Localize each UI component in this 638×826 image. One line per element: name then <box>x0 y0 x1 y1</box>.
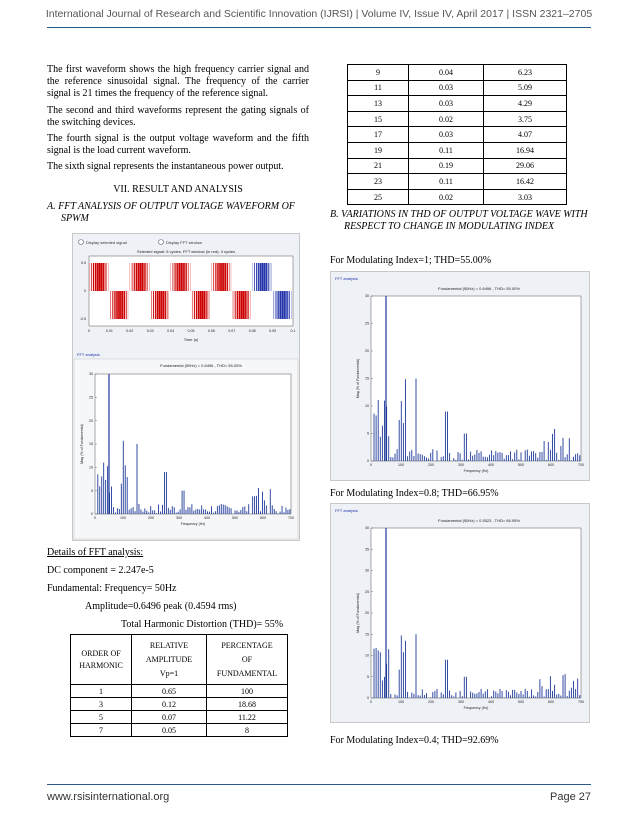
waveform-pulse <box>103 263 104 291</box>
cell: 16.94 <box>484 142 567 158</box>
waveform-pulse <box>192 291 193 319</box>
header-relative-amplitude <box>132 635 207 685</box>
cell: 1 <box>71 685 132 698</box>
caption-mi-0-4: For Modulating Index=0.4; THD=92.69% <box>330 735 499 746</box>
y-tick-label: 0.5 <box>81 261 86 266</box>
x-tick-label: 400 <box>488 463 494 467</box>
waveform-pulse <box>229 263 230 291</box>
x-tick-label: 0.01 <box>105 329 113 333</box>
cell: 11 <box>348 80 409 96</box>
header-text: RELATIVE <box>149 640 189 650</box>
table-row <box>348 111 567 127</box>
cell: 100 <box>207 685 288 698</box>
waveform-pulse <box>106 263 107 291</box>
y-tick-label: 25 <box>89 395 93 400</box>
harmonic-table-part2 <box>347 64 567 205</box>
waveform-pulse <box>145 263 146 291</box>
x-tick-label: 600 <box>260 516 266 520</box>
waveform-pulse <box>153 291 154 319</box>
fft-title: Fundamental (50Hz) = 0.5523 , THD= 66.95% <box>438 518 520 523</box>
subheading-b: B. VARIATIONS IN THD OF OUTPUT VOLTAGE WAVE WITH RESPECT TO CHANGE IN MODULATING INDEX <box>330 209 588 232</box>
y-tick-label: 10 <box>365 653 369 658</box>
x-tick-label: 100 <box>398 700 404 704</box>
y-tick-label: 10 <box>365 404 369 409</box>
cell: 0.11 <box>409 142 484 158</box>
x-tick-label: 0.02 <box>126 329 134 333</box>
waveform-pulse <box>258 263 260 291</box>
dc-component: DC component = 2.247e-5 <box>47 565 154 576</box>
y-tick-label: 15 <box>365 632 369 637</box>
x-tick-label: 500 <box>518 700 524 704</box>
y-tick-label: -0.5 <box>79 317 86 322</box>
paragraph: The sixth signal represents the instantaneous power output. <box>47 161 284 173</box>
cell: 0.07 <box>132 711 207 724</box>
waveform-pulse <box>264 263 266 291</box>
x-tick-label: 400 <box>204 516 210 520</box>
waveform-pulse <box>136 263 138 291</box>
table-row <box>348 174 567 190</box>
waveform-pulse <box>110 291 111 319</box>
cell: 3.03 <box>484 189 567 205</box>
x-tick-label: 200 <box>148 516 154 520</box>
left-column <box>47 64 309 225</box>
waveform-pulse <box>194 291 195 319</box>
waveform-pulse <box>101 263 103 291</box>
waveform-pulse <box>163 291 165 319</box>
cell: 0.19 <box>409 158 484 174</box>
table-row <box>348 142 567 158</box>
waveform-pulse <box>283 291 285 319</box>
signal-title: Selected signal: 5 cycles. FFT window (in red): 4 cycles <box>136 249 236 254</box>
table-row <box>348 65 567 81</box>
waveform-pulse <box>132 263 133 291</box>
y-tick-label: 35 <box>365 547 369 552</box>
waveform-pulse <box>277 291 278 319</box>
waveform-pulse <box>254 263 255 291</box>
x-tick-label: 100 <box>398 463 404 467</box>
waveform-pulse <box>91 263 92 291</box>
waveform-pulse <box>112 291 113 319</box>
cell: 0.65 <box>132 685 207 698</box>
x-tick-label: 0.03 <box>146 329 154 333</box>
y-axis-label: Mag (% of Fundamental) <box>80 424 84 464</box>
cell: 5 <box>71 711 132 724</box>
waveform-pulse <box>178 263 180 291</box>
y-tick-label: 0 <box>84 289 86 294</box>
y-tick-label: 30 <box>365 294 369 299</box>
cell: 18.68 <box>207 698 288 711</box>
cell: 0.02 <box>409 111 484 127</box>
y-tick-label: 25 <box>365 589 369 594</box>
figure-fft-mi-1-svg <box>331 272 589 480</box>
waveform-pulse <box>165 291 166 319</box>
y-tick-label: 20 <box>365 349 369 354</box>
caption-mi-0-8: For Modulating Index=0.8; THD=66.95% <box>330 488 499 499</box>
table-row <box>348 96 567 112</box>
table-row <box>71 685 288 698</box>
total-harmonic-distortion: Total Harmonic Distortion (THD)= 55% <box>121 619 284 630</box>
figure-waveform-fft-svg <box>73 234 299 540</box>
table-row <box>71 711 288 724</box>
x-tick-label: 0.04 <box>167 329 175 333</box>
waveform-pulse <box>120 291 122 319</box>
x-tick-label: 300 <box>458 463 464 467</box>
header-text: Vp=1 <box>159 668 179 678</box>
figure-fft-mi-1 <box>330 271 590 481</box>
waveform-pulse <box>233 291 234 319</box>
waveform-pulse <box>289 291 290 319</box>
waveform-pulse <box>281 291 283 319</box>
x-tick-label: 0 <box>370 700 372 704</box>
x-tick-label: 300 <box>176 516 182 520</box>
x-tick-label: 0.05 <box>187 329 195 333</box>
waveform-pulse <box>196 291 197 319</box>
x-tick-label: 0.07 <box>228 329 236 333</box>
fft-details <box>47 547 309 631</box>
header-text: AMPLITUDE <box>145 654 193 664</box>
table-row <box>348 189 567 205</box>
waveform-pulse <box>157 291 159 319</box>
y-tick-label: 20 <box>365 611 369 616</box>
waveform-pulse <box>147 263 148 291</box>
waveform-pulse <box>204 291 206 319</box>
fft-label: FFT analysis <box>77 352 100 357</box>
waveform-pulse <box>176 263 178 291</box>
y-axis-label: Mag (% of Fundamental) <box>356 358 360 399</box>
y-tick-label: 5 <box>367 674 369 679</box>
waveform-pulse <box>198 291 200 319</box>
cell: 0.11 <box>409 174 484 190</box>
header-percentage <box>207 635 288 685</box>
fft-spectrum <box>80 372 294 526</box>
cell: 25 <box>348 189 409 205</box>
y-tick-label: 5 <box>367 431 369 436</box>
waveform-pulse <box>99 263 101 291</box>
x-tick-label: 400 <box>488 700 494 704</box>
cell: 11.22 <box>207 711 288 724</box>
paragraph: The fourth signal is the output voltage waveform and the fifth signal is the load current waveform. <box>47 133 309 157</box>
waveform-pulse <box>138 263 140 291</box>
y-tick-label: 0 <box>91 512 93 517</box>
waveform-pulse <box>276 291 277 319</box>
y-tick-label: 25 <box>365 321 369 326</box>
waveform-pulse <box>161 291 163 319</box>
waveform-pulse <box>235 291 236 319</box>
x-tick-label: 700 <box>288 516 294 520</box>
waveform-pulse <box>105 263 106 291</box>
x-tick-label: 700 <box>578 463 584 467</box>
plot-area <box>371 528 581 698</box>
y-tick-label: 20 <box>89 418 93 423</box>
fft-label: FFT analysis <box>335 508 358 513</box>
fft-title: Fundamental (50Hz) = 0.6496 , THD= 55.00% <box>160 363 242 368</box>
waveform-pulse <box>122 291 124 319</box>
waveform-pulse <box>246 291 247 319</box>
waveform-pulse <box>95 263 97 291</box>
x-tick-label: 0 <box>370 463 372 467</box>
cell: 3 <box>71 698 132 711</box>
y-tick-label: 0 <box>367 459 369 464</box>
figure-fft-mi-0-8 <box>330 503 590 723</box>
paragraph: The first waveform shows the high frequency carrier signal and the reference sinusoidal signal. The frequency of the carrier signal is 21 times the frequency of the reference signal. <box>47 64 309 100</box>
x-tick-label: 500 <box>518 463 524 467</box>
y-tick-label: 30 <box>89 372 93 377</box>
cell: 15 <box>348 111 409 127</box>
waveform-pulse <box>124 291 125 319</box>
cell: 9 <box>348 65 409 81</box>
waveform-pulse <box>126 291 127 319</box>
harmonic-table-part1 <box>70 634 288 737</box>
caption-mi-1: For Modulating Index=1; THD=55.00% <box>330 255 492 266</box>
waveform-pulse <box>274 291 275 319</box>
waveform-pulse <box>256 263 257 291</box>
waveform-pulse <box>217 263 219 291</box>
waveform-pulse <box>262 263 264 291</box>
waveform-pulse <box>225 263 226 291</box>
waveform-pulse <box>237 291 238 319</box>
cell: 4.29 <box>484 96 567 112</box>
header-text: PERCENTAGE <box>221 640 273 650</box>
waveform-pulse <box>223 263 225 291</box>
cell: 0.03 <box>409 127 484 143</box>
table-row <box>71 724 288 737</box>
table-row <box>71 698 288 711</box>
plot-area <box>371 296 581 461</box>
page-number: Page 27 <box>550 791 591 803</box>
waveform-pulse <box>227 263 228 291</box>
header-order: ORDER OF HARMONIC <box>71 635 132 685</box>
cell: 7 <box>71 724 132 737</box>
fft-title: Fundamental (50Hz) = 0.6496 , THD= 55.00% <box>438 286 520 291</box>
x-tick-label: 300 <box>458 700 464 704</box>
cell: 19 <box>348 142 409 158</box>
waveform-pulse <box>208 291 209 319</box>
signal-xlabel: Time (s) <box>183 337 199 342</box>
footer-rule <box>47 784 591 785</box>
cell: 21 <box>348 158 409 174</box>
cell: 0.02 <box>409 189 484 205</box>
waveform-pulse <box>180 263 182 291</box>
table-row <box>348 127 567 143</box>
waveform-pulse <box>260 263 262 291</box>
x-tick-label: 700 <box>578 700 584 704</box>
waveform-pulse <box>213 263 214 291</box>
waveform-pulse <box>206 291 207 319</box>
footer-url[interactable]: www.rsisinternational.org <box>47 791 170 803</box>
waveform-pulse <box>143 263 144 291</box>
x-tick-label: 0 <box>88 329 90 333</box>
waveform-pulse <box>93 263 94 291</box>
waveform-pulse <box>134 263 135 291</box>
waveform-pulse <box>184 263 185 291</box>
waveform-pulse <box>200 291 202 319</box>
section-heading: VII. RESULT AND ANALYSIS <box>113 183 243 195</box>
waveform-pulse <box>221 263 223 291</box>
y-tick-label: 5 <box>91 488 93 493</box>
cell: 6.23 <box>484 65 567 81</box>
x-tick-label: 0.06 <box>207 329 215 333</box>
cell: 0.03 <box>409 96 484 112</box>
y-tick-label: 10 <box>89 465 93 470</box>
x-tick-label: 200 <box>428 700 434 704</box>
waveform-pulse <box>215 263 216 291</box>
subheading-a: A. FFT ANALYSIS OF OUTPUT VOLTAGE WAVEFORM OF SPWM <box>47 200 295 224</box>
waveform-pulse <box>242 291 244 319</box>
waveform-pulse <box>174 263 175 291</box>
x-tick-label: 0.1 <box>290 329 296 333</box>
cell: 13 <box>348 96 409 112</box>
x-tick-label: 500 <box>232 516 238 520</box>
table-header-row <box>71 635 288 685</box>
waveform-pulse <box>270 263 271 291</box>
waveform-pulse <box>141 263 143 291</box>
waveform-pulse <box>279 291 281 319</box>
fundamental-frequency: Fundamental: Frequency= 50Hz <box>47 583 177 594</box>
x-tick-label: 0.09 <box>269 329 277 333</box>
waveform-pulse <box>116 291 118 319</box>
fft-spectrum <box>356 526 584 710</box>
waveform-pulse <box>155 291 156 319</box>
cell: 29.06 <box>484 158 567 174</box>
x-tick-label: 0 <box>94 516 96 520</box>
cell: 3.75 <box>484 111 567 127</box>
y-tick-label: 15 <box>365 376 369 381</box>
fft-spectrum <box>356 294 584 473</box>
radio-label: Display selected signal <box>86 240 127 245</box>
header-text: FUNDAMENTAL <box>216 668 278 678</box>
x-tick-label: 600 <box>548 700 554 704</box>
y-axis-label: Mag (% of Fundamental) <box>356 593 360 633</box>
waveform-pulse <box>268 263 269 291</box>
x-tick-label: 600 <box>548 463 554 467</box>
cell: 0.03 <box>409 80 484 96</box>
details-title: Details of FFT analysis: <box>47 547 144 558</box>
x-tick-label: 100 <box>120 516 126 520</box>
waveform-pulse <box>173 263 174 291</box>
waveform-pulse <box>287 291 288 319</box>
radio-fft-window[interactable] <box>159 240 164 245</box>
y-tick-label: 0 <box>367 696 369 701</box>
waveform-pulse <box>151 291 152 319</box>
waveform-pulse <box>114 291 115 319</box>
waveform-pulse <box>241 291 243 319</box>
cell: 0.04 <box>409 65 484 81</box>
cell: 0.05 <box>132 724 207 737</box>
cell: 17 <box>348 127 409 143</box>
paragraph: The second and third waveforms represent the gating signals of the switching devices. <box>47 104 309 128</box>
cell: 16.42 <box>484 174 567 190</box>
waveform-pulse <box>188 263 189 291</box>
x-tick-label: 0.08 <box>248 329 256 333</box>
cell: 8 <box>207 724 288 737</box>
waveform-pulse <box>159 291 161 319</box>
waveform-pulse <box>248 291 249 319</box>
waveform-pulse <box>285 291 287 319</box>
x-axis-label: Frequency (Hz) <box>180 522 206 526</box>
waveform-pulse <box>244 291 246 319</box>
fundamental-amplitude: Amplitude=0.6496 peak (0.4594 rms) <box>85 601 237 612</box>
waveform-pulse <box>202 291 204 319</box>
header-text: OF <box>241 654 253 664</box>
fft-label: FFT analysis <box>335 276 358 281</box>
waveform-pulse <box>219 263 221 291</box>
waveform-pulse <box>167 291 168 319</box>
y-tick-label: 15 <box>89 442 93 447</box>
figure-fft-mi-0-8-svg <box>331 504 589 722</box>
waveform-pulse <box>97 263 99 291</box>
x-tick-label: 200 <box>428 463 434 467</box>
cell: 5.09 <box>484 80 567 96</box>
waveform-pulse <box>140 263 142 291</box>
y-tick-label: 30 <box>365 568 369 573</box>
cell: 23 <box>348 174 409 190</box>
table-row <box>348 158 567 174</box>
waveform-pulse <box>266 263 267 291</box>
table-row <box>348 80 567 96</box>
figure-waveform-fft <box>72 233 300 541</box>
x-axis-label: Frequency (Hz) <box>463 469 489 473</box>
radio-selected-signal[interactable] <box>79 240 84 245</box>
radio-label: Display FFT window <box>166 240 202 245</box>
cell: 4.07 <box>484 127 567 143</box>
plot-area <box>95 374 291 514</box>
waveform-pulse <box>239 291 241 319</box>
waveform-pulse <box>182 263 184 291</box>
header-rule <box>47 27 591 28</box>
running-header: International Journal of Research and Scientific Innovation (IJRSI) | Volume IV, Issue IV, April 2017 | ISSN 2321–2705 <box>45 8 593 20</box>
cell: 0.12 <box>132 698 207 711</box>
waveform-pulse <box>186 263 187 291</box>
waveform-pulse <box>118 291 120 319</box>
x-axis-label: Frequency (Hz) <box>463 706 489 710</box>
y-tick-label: 40 <box>365 526 369 531</box>
